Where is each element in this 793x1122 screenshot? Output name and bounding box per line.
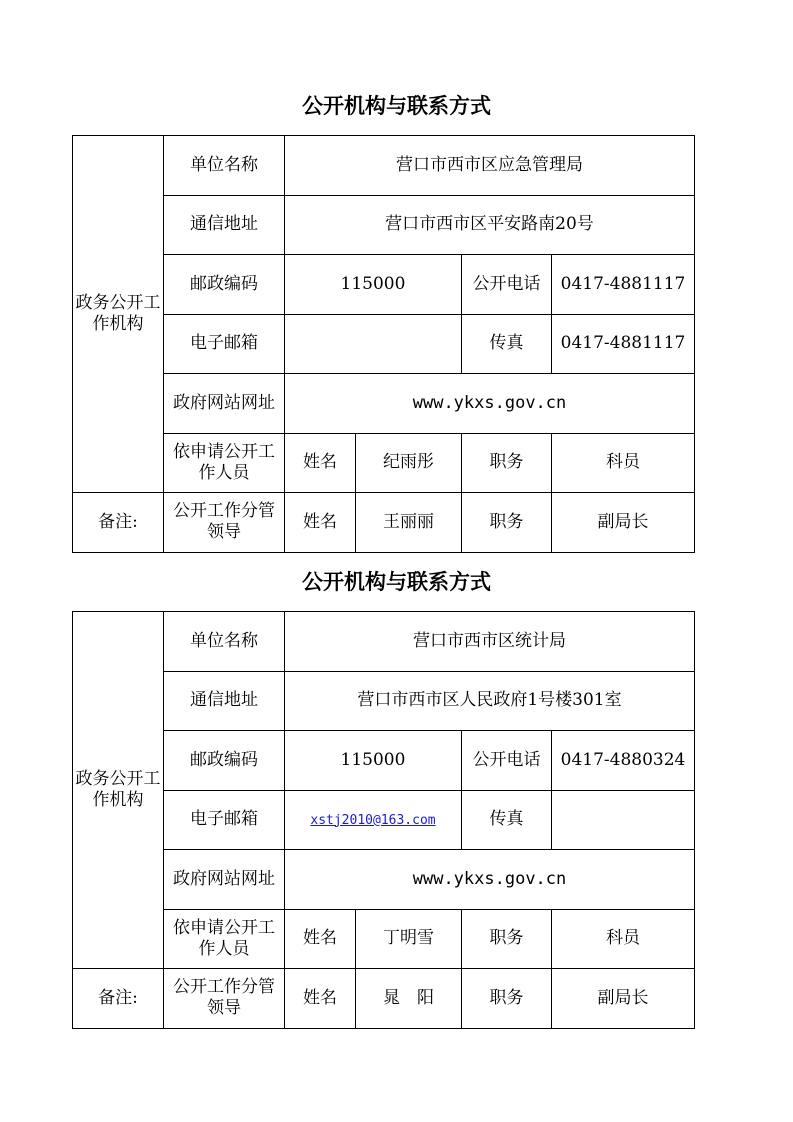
leader-name-label: 姓名 [285,969,356,1029]
fax-label: 传真 [462,314,552,374]
website-value: www.ykxs.gov.cn [285,850,695,910]
remarks-label: 备注: [73,493,164,553]
address-label: 通信地址 [164,195,285,255]
leader-post-label: 职务 [462,493,552,553]
remarks-label: 备注: [73,969,164,1029]
address-value: 营口市西市区平安路南20号 [285,195,695,255]
section-label: 政务公开工作机构 [75,769,161,810]
staff-post: 科员 [552,433,695,493]
staff-label: 依申请公开工作人员 [164,909,285,969]
leader-name-label: 姓名 [285,493,356,553]
fax-value [552,790,695,850]
phone-value: 0417-4880324 [552,731,695,791]
postcode-label: 邮政编码 [164,255,285,315]
staff-post-label: 职务 [462,433,552,493]
email-label: 电子邮箱 [164,790,285,850]
website-value: www.ykxs.gov.cn [285,374,695,434]
address-value: 营口市西市区人民政府1号楼301室 [285,671,695,731]
phone-value: 0417-4881117 [552,255,695,315]
website-label: 政府网站网址 [164,374,285,434]
leader-post-label: 职务 [462,969,552,1029]
page-title: 公开机构与联系方式 [302,570,491,594]
leader-post: 副局长 [552,493,695,553]
leader-label: 公开工作分管领导 [164,969,285,1029]
email-value [285,314,462,374]
leader-label: 公开工作分管领导 [164,493,285,553]
contact-info-table [72,611,695,1029]
staff-name-label: 姓名 [285,909,356,969]
unit-name-value: 营口市西市区应急管理局 [285,136,695,196]
leader-name: 晁 阳 [356,969,462,1029]
page-title: 公开机构与联系方式 [302,94,491,118]
unit-name-label: 单位名称 [164,136,285,196]
postcode-value: 115000 [285,255,462,315]
leader-post: 副局长 [552,969,695,1029]
staff-post: 科员 [552,909,695,969]
staff-post-label: 职务 [462,909,552,969]
section-label-cell [73,136,164,493]
postcode-value: 115000 [285,731,462,791]
staff-name: 纪雨彤 [356,433,462,493]
unit-name-label: 单位名称 [164,612,285,672]
postcode-label: 邮政编码 [164,731,285,791]
unit-name-value: 营口市西市区统计局 [285,612,695,672]
website-label: 政府网站网址 [164,850,285,910]
address-label: 通信地址 [164,671,285,731]
staff-label: 依申请公开工作人员 [164,433,285,493]
fax-label: 传真 [462,790,552,850]
email-value-cell [285,790,462,850]
contact-info-table [72,135,695,553]
staff-name-label: 姓名 [285,433,356,493]
email-label: 电子邮箱 [164,314,285,374]
section-label-cell [73,612,164,969]
section-label: 政务公开工作机构 [75,293,161,334]
phone-label: 公开电话 [462,731,552,791]
fax-value: 0417-4881117 [552,314,695,374]
email-link[interactable]: xstj2010@163.com [310,812,436,828]
leader-name: 王丽丽 [356,493,462,553]
staff-name: 丁明雪 [356,909,462,969]
phone-label: 公开电话 [462,255,552,315]
